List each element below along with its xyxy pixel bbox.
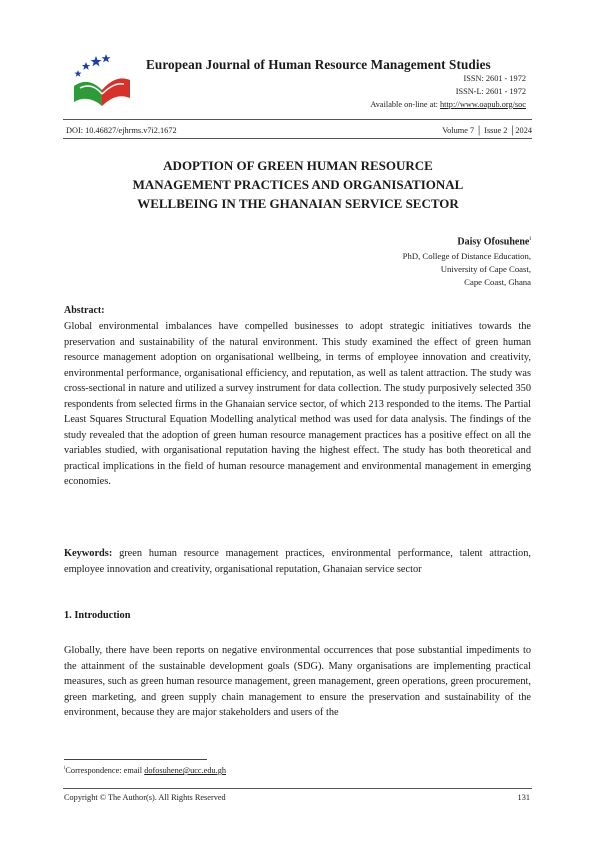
journal-logo	[66, 50, 136, 110]
affiliation-line: PhD, College of Distance Education,	[402, 251, 531, 261]
online-availability	[370, 100, 526, 109]
author-name-text: Daisy Ofosuhene	[457, 236, 530, 248]
paper-title	[90, 156, 506, 213]
issn-l: ISSN-L: 2601 - 1972	[455, 87, 526, 96]
footnote-prefix: Correspondence: email	[65, 766, 145, 775]
volume-issue: Volume 7 │ Issue 2 │2024	[442, 126, 532, 135]
journal-title: European Journal of Human Resource Management Studies	[146, 57, 491, 72]
title-line: WELLBEING IN THE GHANAIAN SERVICE SECTOR	[137, 196, 459, 211]
affiliation-line: University of Cape Coast,	[440, 264, 531, 274]
issn: ISSN: 2601 - 1972	[463, 74, 526, 83]
open-book-with-stars-logo-icon	[66, 50, 136, 110]
doi: DOI: 10.46827/ejhrms.v7i2.1672	[66, 126, 177, 135]
page-number: 131	[517, 793, 530, 802]
footer-rule	[63, 788, 532, 789]
section-heading-introduction: 1. Introduction	[64, 610, 131, 621]
footnote-mark: i	[64, 766, 66, 772]
author-footnote-mark: i	[529, 236, 531, 242]
journal-url-link[interactable]: http://www.oapub.org/soc	[440, 100, 526, 109]
affiliation-line: Cape Coast, Ghana	[464, 277, 531, 287]
abstract-text: Global environmental imbalances have compelled businesses to adopt strategic initiatives towards the preservation and sustainability of the natural environment. This study examined the effect of green human resource management adoption on organisational wellbeing, in terms of employee innovation and creativity, environmental performance, organisational efficiency, and reputation, as well as talent attraction. The study was cross-sectional in nature and utilized a survey instrument for data collection. The study purposively selected 350 respondents from selected firms in the Ghanaian service sector, of which 213 responded to the items. The Partial Least Squares Structural Equation Modelling analytical method was used for data analysis. The findings of the study revealed that the adoption of green human resource management practices has a positive effect on all the variables studied, with organisational reputation having the highest effect. The study has both theoretical and practical implications in the field of human resource management and environmental management in emerging economies.	[64, 321, 531, 487]
author-name	[457, 236, 531, 247]
footnote	[64, 766, 226, 775]
keywords-label: Keywords:	[64, 548, 113, 559]
header-rule-bottom	[63, 138, 532, 139]
keywords-text: green human resource management practices, environmental performance, talent attraction, employee innovation and creativity, organisational reputation, Ghanaian service sector	[64, 548, 531, 575]
online-prefix: Available on-line at:	[370, 100, 441, 109]
footnote-rule	[64, 759, 207, 760]
title-line: MANAGEMENT PRACTICES AND ORGANISATIONAL	[132, 177, 464, 192]
abstract-label: Abstract:	[64, 305, 105, 316]
introduction-text: Globally, there have been reports on negative environmental occurrences that pose substantial impediments to the attainment of the sustainable development goals (SDG). Many organisations are implementing practical measures, such as green human resource management, green management, green operations, green procurement, green marketing, and green supply chain management to ensure the preservation and sustainability of the environment, because they are major stakeholders and users of the	[64, 645, 531, 718]
title-line: ADOPTION OF GREEN HUMAN RESOURCE	[163, 158, 433, 173]
copyright: Copyright © The Author(s). All Rights Reserved	[64, 793, 226, 802]
correspondence-email-link[interactable]: dofosuhene@ucc.edu.gh	[144, 766, 227, 775]
keywords	[64, 546, 531, 577]
header-rule-top	[63, 119, 532, 120]
